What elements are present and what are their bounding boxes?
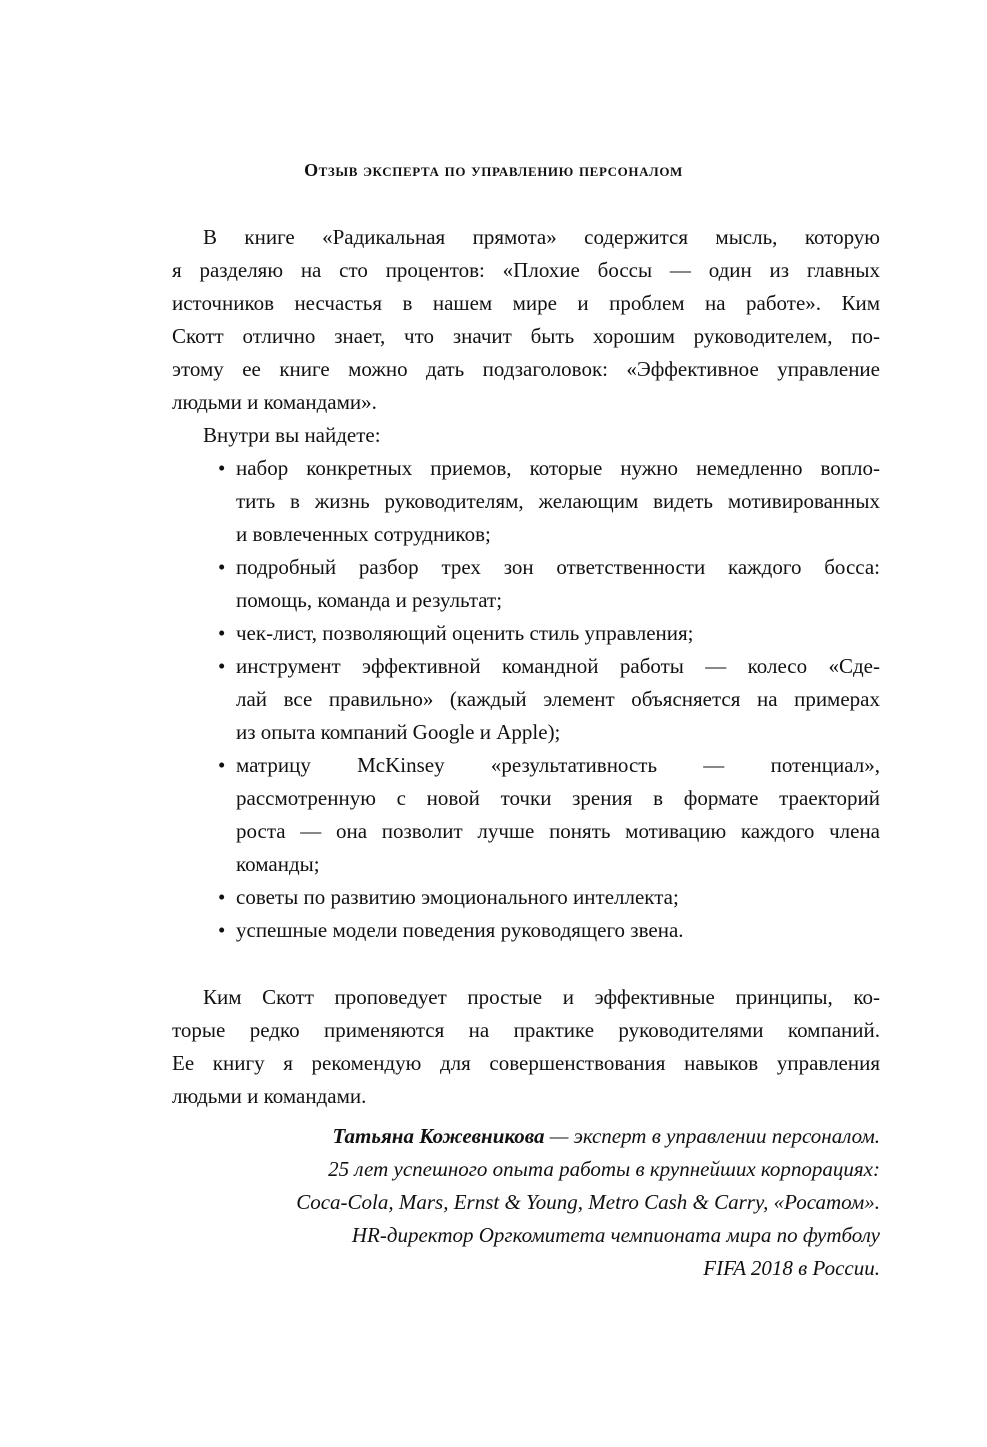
text-line: Ким Скотт проповедует простые и эффективные принципы, ко-: [203, 985, 880, 1009]
text-line: советы по развитию эмоционального интеллекта; •: [172, 881, 880, 914]
page-title: Отзыв эксперта по управлению персоналом: [304, 160, 683, 180]
text-line: успешные модели поведения руководящего звена. •: [172, 914, 880, 947]
text-line: Ее книгу я рекомендую для совершенствования навыков управления: [172, 1051, 880, 1075]
list-item: [172, 650, 880, 749]
text-line: помощь, команда и результат;: [236, 588, 503, 612]
bullet-list: [172, 452, 880, 947]
text-line: Скотт отлично знает, что значит быть хорошим руководителем, по-: [172, 324, 880, 348]
author-name: Татьяна Кожевникова: [332, 1124, 545, 1148]
text-line: подробный разбор трех зон ответственности каждого босса: •: [172, 551, 880, 584]
bullet-icon: •: [218, 621, 226, 645]
bullet-icon: •: [218, 555, 226, 579]
text-line: роста — она позволит лучше понять мотивацию каждого члена: [236, 819, 880, 843]
bullet-icon: •: [218, 654, 226, 678]
main-text: [172, 221, 880, 947]
bullet-icon: •: [218, 885, 226, 909]
text-line: людьми и командами.: [172, 1084, 367, 1108]
bullet-icon: •: [218, 456, 226, 480]
text-line: торые редко применяются на практике руководителями компаний.: [172, 1018, 880, 1042]
text-line: чек-лист, позволяющий оценить стиль управления; •: [172, 617, 880, 650]
bullets-intro: Внутри вы найдете:: [203, 423, 381, 447]
list-item: [172, 551, 880, 617]
text-line: матрицу McKinsey «результативность — потенциал», •: [172, 749, 880, 782]
signature: [172, 1120, 880, 1285]
list-item: [172, 749, 880, 881]
text-line: из опыта компаний Google и Apple);: [236, 720, 561, 744]
list-item: [172, 452, 880, 551]
signature-line: FIFA 2018 в России.: [703, 1256, 880, 1280]
text-line: тить в жизнь руководителям, желающим видеть мотивированных: [236, 489, 880, 513]
text-line: я разделяю на сто процентов: «Плохие боссы — один из главных: [172, 258, 880, 282]
text-line: В книге «Радикальная прямота» содержится мысль, которую: [203, 225, 880, 249]
paragraph-2: [172, 981, 880, 1113]
text-line: рассмотренную с новой точки зрения в формате траекторий: [236, 786, 880, 810]
bullet-icon: •: [218, 918, 226, 942]
bullet-icon: •: [218, 753, 226, 777]
signature-line: 25 лет успешного опыта работы в крупнейших корпорациях:: [328, 1157, 880, 1181]
signature-line: HR-директор Оргкомитета чемпионата мира по футболу: [351, 1223, 880, 1247]
list-item: [172, 881, 880, 914]
text-line: команды;: [236, 852, 320, 876]
list-item: [172, 617, 880, 650]
text-line: и вовлеченных сотрудников;: [236, 522, 491, 546]
signature-line: Coca-Cola, Mars, Ernst & Young, Metro Cash & Carry, «Росатом».: [296, 1190, 880, 1214]
text-line: лай все правильно» (каждый элемент объясняется на примерах: [236, 687, 880, 711]
list-item: [172, 914, 880, 947]
text-line: источников несчастья в нашем мире и проблем на работе». Ким: [172, 291, 880, 315]
text-line: этому ее книге можно дать подзаголовок: «Эффективное управление: [172, 357, 880, 381]
paragraph-1: [172, 221, 880, 419]
text-line: набор конкретных приемов, которые нужно немедленно вопло- •: [172, 452, 880, 485]
author-title: — эксперт в управлении персоналом.: [544, 1124, 880, 1148]
text-line: людьми и командами».: [172, 390, 377, 414]
text-line: инструмент эффективной командной работы — колесо «Сде- •: [172, 650, 880, 683]
